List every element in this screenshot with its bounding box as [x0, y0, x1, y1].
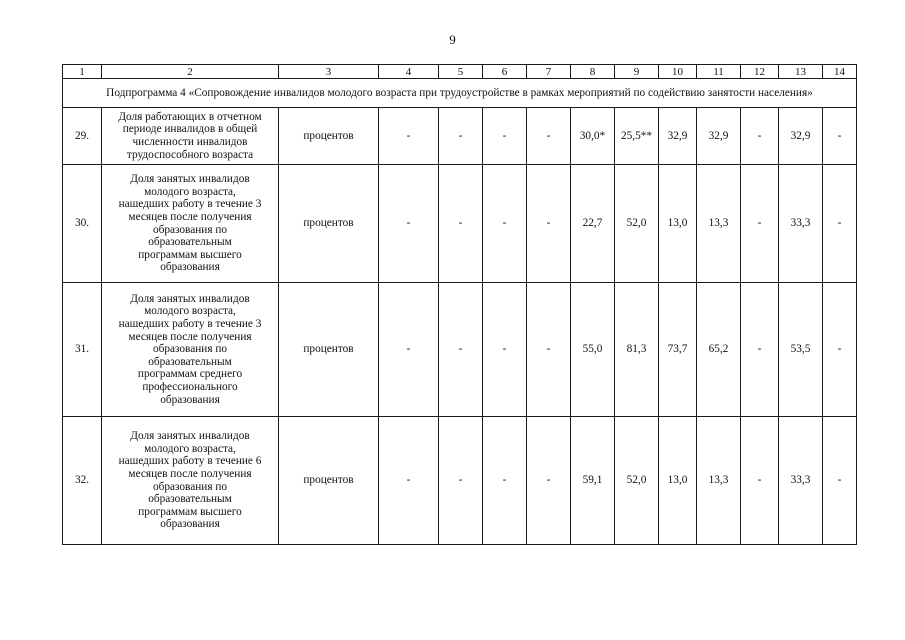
indicator-name	[102, 165, 279, 283]
indicator-name-line: образования по	[152, 343, 228, 356]
indicator-name-line: месяцев после получения	[128, 330, 252, 343]
header-cell: 3	[279, 65, 379, 79]
header-cell: 1	[63, 65, 102, 79]
value-cell: -	[741, 165, 779, 283]
header-cell: 2	[102, 65, 279, 79]
value-cell: 32,9	[779, 108, 823, 165]
subprogram-title-line: по содействию занятости населения»	[633, 86, 813, 99]
indicators-table	[62, 64, 857, 545]
unit-cell: процентов	[279, 108, 379, 165]
header-cell: 5	[439, 65, 483, 79]
value-cell: -	[379, 417, 439, 545]
indicator-name-line: образования	[160, 393, 220, 406]
row-number: 32.	[63, 417, 102, 545]
value-cell: -	[439, 417, 483, 545]
indicator-name-line: программам среднего	[137, 368, 243, 381]
indicator-name-line: образования по	[152, 223, 228, 236]
header-cell: 8	[571, 65, 615, 79]
value-cell: -	[741, 108, 779, 165]
value-cell: -	[823, 283, 857, 417]
value-cell: 53,5	[779, 283, 823, 417]
indicator-name-line: трудоспособного возраста	[126, 148, 254, 161]
header-cell: 4	[379, 65, 439, 79]
table-body	[63, 65, 857, 545]
header-cell: 13	[779, 65, 823, 79]
table-row	[63, 108, 857, 165]
value-cell: 32,9	[697, 108, 741, 165]
indicator-name-line: программам высшего	[138, 248, 242, 261]
subprogram-title	[63, 79, 857, 108]
indicator-name-line: периоде инвалидов в общей	[122, 123, 258, 136]
value-cell: -	[527, 417, 571, 545]
value-cell: 22,7	[571, 165, 615, 283]
header-cell: 12	[741, 65, 779, 79]
indicator-name-line: нашедших работу в течение 3	[118, 318, 262, 331]
value-cell: 81,3	[615, 283, 659, 417]
value-cell: 13,0	[659, 417, 697, 545]
header-cell: 7	[527, 65, 571, 79]
value-cell: 52,0	[615, 165, 659, 283]
unit-cell: процентов	[279, 417, 379, 545]
value-cell: -	[741, 417, 779, 545]
indicator-name-line: Доля занятых инвалидов	[130, 173, 250, 186]
value-cell: -	[379, 165, 439, 283]
table-row	[63, 283, 857, 417]
value-cell: 13,3	[697, 165, 741, 283]
indicator-name-line: месяцев после получения	[128, 467, 252, 480]
value-cell: 13,3	[697, 417, 741, 545]
indicator-name-line: образовательным	[148, 493, 232, 506]
indicator-name-line: образования	[160, 261, 220, 274]
indicator-name-line: образовательным	[148, 355, 232, 368]
indicator-name	[102, 108, 279, 165]
unit-cell: процентов	[279, 165, 379, 283]
value-cell: -	[483, 108, 527, 165]
header-cell: 14	[823, 65, 857, 79]
value-cell: -	[379, 283, 439, 417]
header-cell: 9	[615, 65, 659, 79]
value-cell: -	[439, 108, 483, 165]
value-cell: 59,1	[571, 417, 615, 545]
indicator-name-line: образования по	[152, 480, 228, 493]
value-cell: -	[527, 283, 571, 417]
value-cell: -	[741, 283, 779, 417]
header-row	[63, 65, 857, 79]
indicator-name-line: молодого возраста,	[144, 185, 236, 198]
header-cell: 11	[697, 65, 741, 79]
value-cell: 25,5**	[615, 108, 659, 165]
value-cell: -	[527, 108, 571, 165]
indicator-name-line: образовательным	[148, 236, 232, 249]
indicator-name-line: нашедших работу в течение 3	[118, 198, 262, 211]
header-cell: 6	[483, 65, 527, 79]
row-number: 31.	[63, 283, 102, 417]
subprogram-row	[63, 79, 857, 108]
indicator-name-line: молодого возраста,	[144, 442, 236, 455]
unit-cell: процентов	[279, 283, 379, 417]
value-cell: -	[379, 108, 439, 165]
indicator-name-line: Доля занятых инвалидов	[130, 430, 250, 443]
value-cell: 32,9	[659, 108, 697, 165]
indicator-name-line: численности инвалидов	[132, 136, 248, 148]
row-number: 30.	[63, 165, 102, 283]
indicator-name-line: молодого возраста,	[144, 305, 236, 318]
value-cell: -	[823, 417, 857, 545]
indicator-name-line: месяцев после получения	[128, 210, 252, 223]
indicator-name-line: нашедших работу в течение 6	[118, 455, 262, 468]
row-number: 29.	[63, 108, 102, 165]
value-cell: -	[439, 283, 483, 417]
page-number: 9	[449, 32, 456, 47]
indicator-name	[102, 283, 279, 417]
value-cell: 73,7	[659, 283, 697, 417]
subprogram-title-line: Подпрограмма 4 «Сопровождение инвалидов молодого возраста при трудоустройстве в рамках мероприятий	[106, 86, 631, 99]
indicator-name-line: образования	[160, 518, 220, 531]
indicator-name-line: профессионального	[142, 380, 238, 393]
value-cell: 30,0*	[571, 108, 615, 165]
value-cell: 33,3	[779, 165, 823, 283]
value-cell: -	[483, 283, 527, 417]
indicator-name	[102, 417, 279, 545]
value-cell: 55,0	[571, 283, 615, 417]
value-cell: 33,3	[779, 417, 823, 545]
table-row	[63, 417, 857, 545]
indicator-name-line: Доля работающих в отчетном	[118, 110, 262, 123]
value-cell: -	[483, 165, 527, 283]
value-cell: -	[527, 165, 571, 283]
value-cell: -	[823, 108, 857, 165]
value-cell: 65,2	[697, 283, 741, 417]
indicator-name-line: программам высшего	[138, 505, 242, 518]
value-cell: 52,0	[615, 417, 659, 545]
header-cell: 10	[659, 65, 697, 79]
value-cell: -	[823, 165, 857, 283]
value-cell: -	[483, 417, 527, 545]
table-row	[63, 165, 857, 283]
value-cell: -	[439, 165, 483, 283]
value-cell: 13,0	[659, 165, 697, 283]
indicator-name-line: Доля занятых инвалидов	[130, 292, 250, 305]
